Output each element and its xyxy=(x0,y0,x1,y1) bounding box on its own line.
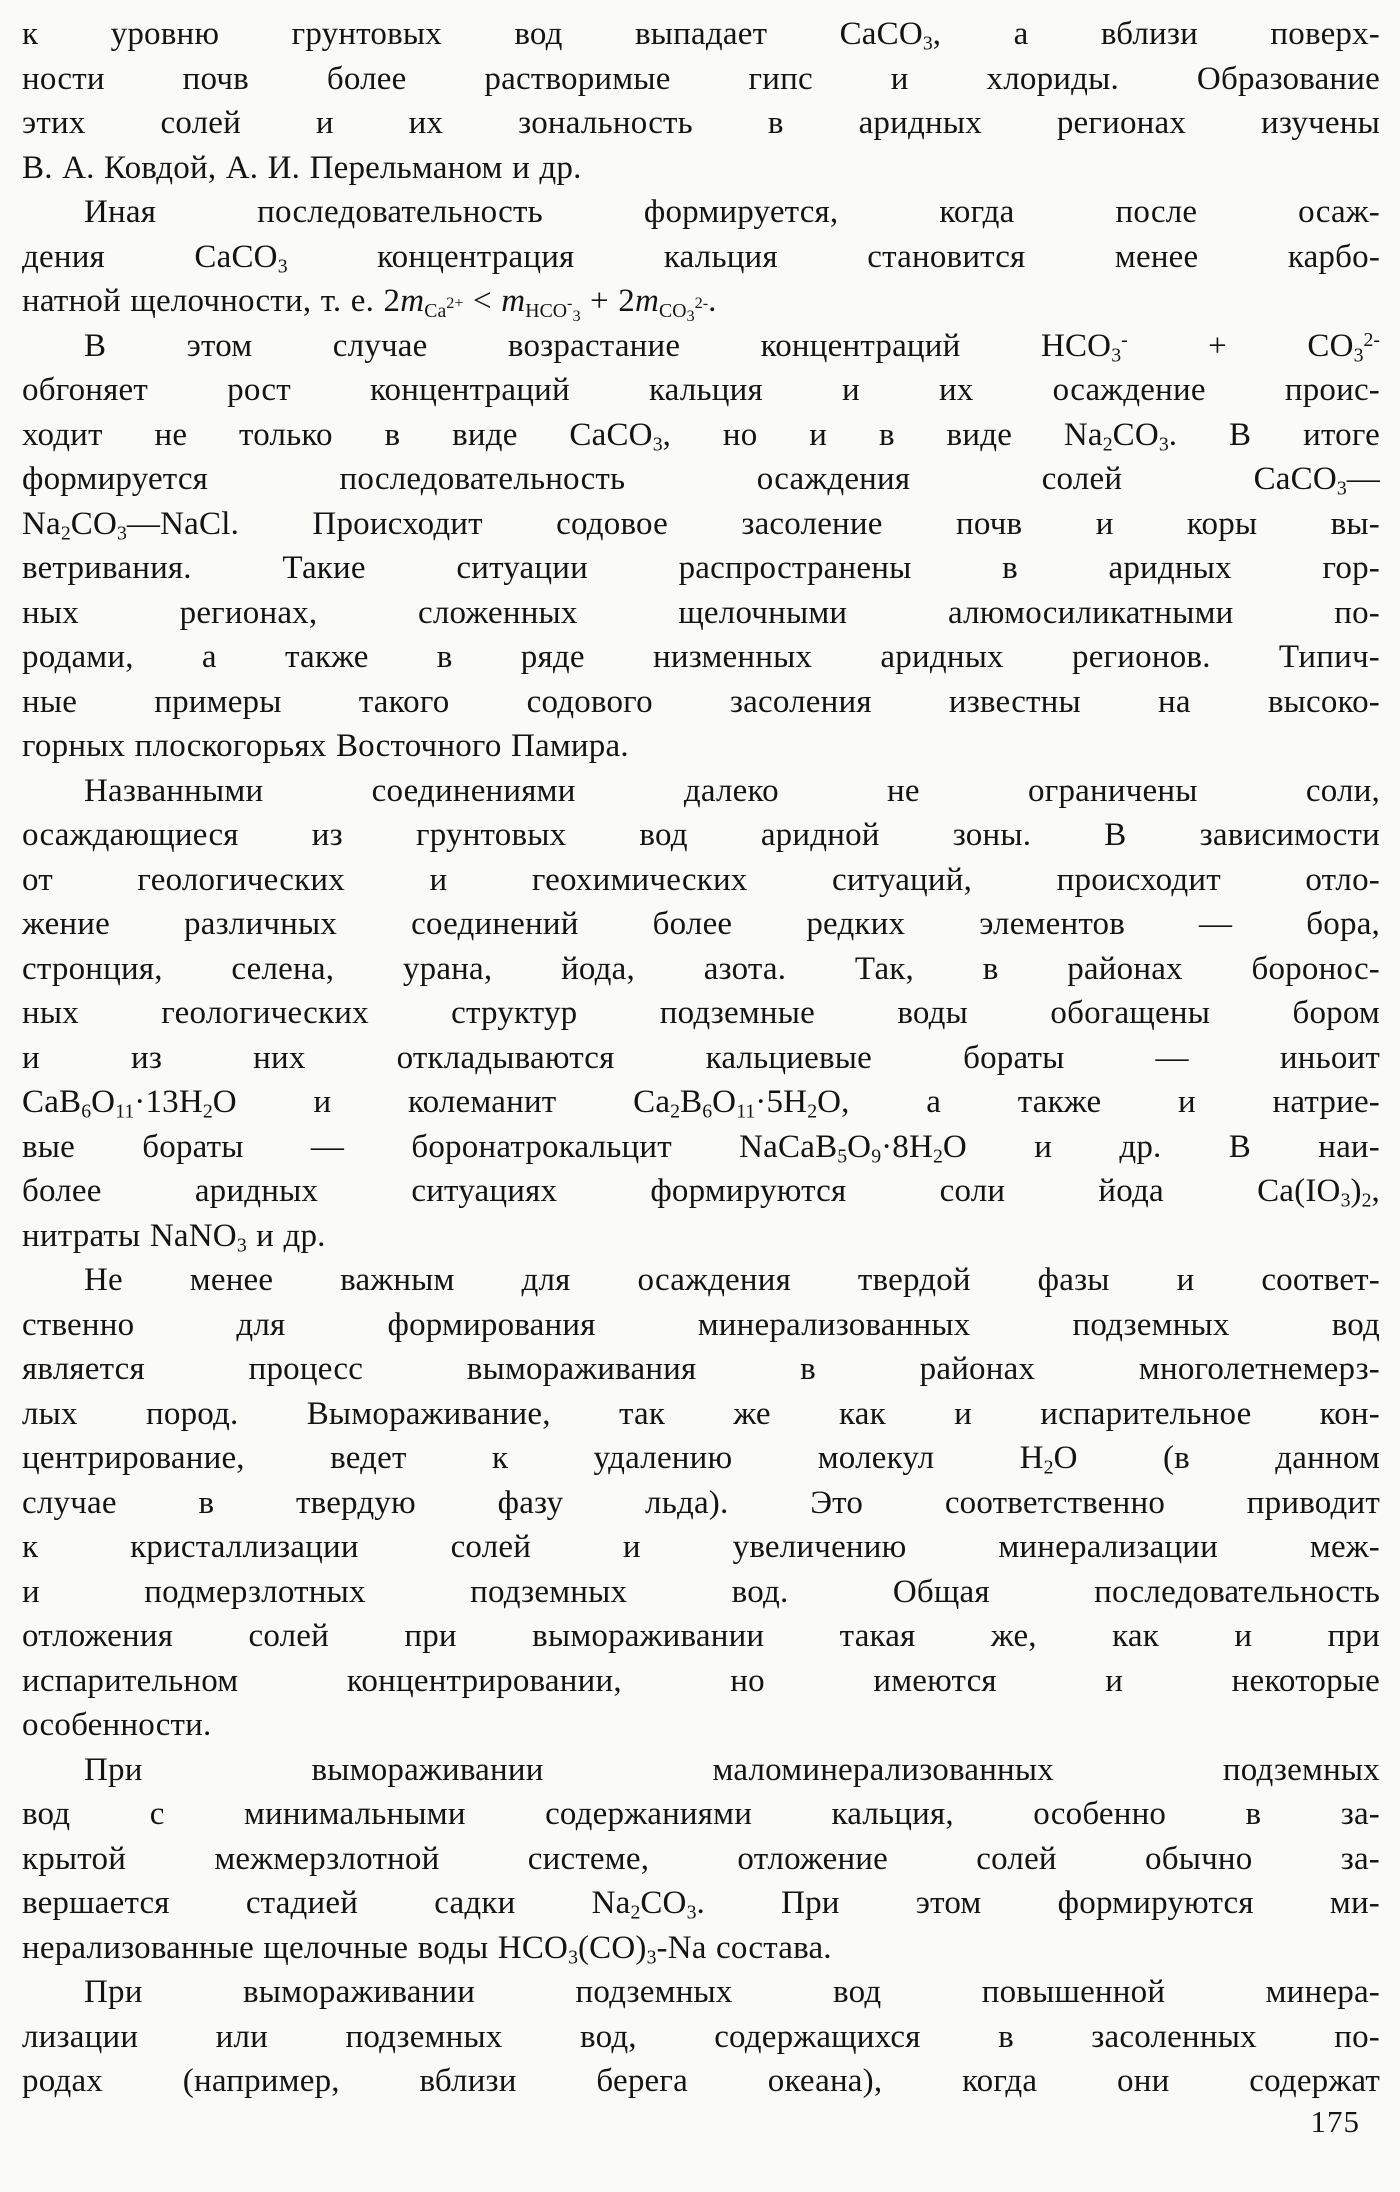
subscript: 5 xyxy=(837,1145,848,1168)
text-line-p5-l3: является процесс вымораживания в районах многолетнемерз- xyxy=(22,1351,1380,1387)
text-line-p6-l2: вод с минимальными содержаниями кальция, особенно в за- xyxy=(22,1796,1380,1832)
text-line-p4-l5: стронция, селена, урана, йода, азота. Так, в районах боронос- xyxy=(22,950,1380,987)
text-line-p5-l8: и подмерзлотных подземных вод. Общая последовательность xyxy=(22,1573,1380,1610)
text-line-p4-l6: ных геологических структур подземные воды обогащены бором xyxy=(22,995,1380,1031)
subscript: Ca2+ xyxy=(424,293,464,322)
text-line-p5-l4: лых пород. Вымораживание, так же как и испарительное кон- xyxy=(22,1395,1380,1432)
text-line-p4-l2: осаждающиеся из грунтовых вод аридной зоны. В зависимости xyxy=(22,817,1380,853)
superscript: - xyxy=(1121,328,1128,351)
subscript: 3 xyxy=(1336,477,1347,500)
text-line-p3-l2: обгоняет рост концентраций кальция и их осаждение проис- xyxy=(22,372,1380,408)
subscript: 2 xyxy=(1102,433,1113,456)
subscript: 2 xyxy=(1361,1189,1372,1212)
text-line-p3-l10: горных плоскогорьях Восточного Памира. xyxy=(22,728,629,764)
subscript: 3 xyxy=(646,1946,657,1969)
text-line-p5-l7: к кристаллизации солей и увеличению минерализации меж- xyxy=(22,1529,1380,1565)
subscript: 2 xyxy=(807,1100,818,1123)
superscript: 2- xyxy=(694,293,709,312)
subscript: 2 xyxy=(630,1901,641,1924)
subscript: 2 xyxy=(1043,1456,1054,1479)
subscript: CO32- xyxy=(659,293,709,325)
text-line-p5-l11: особенности. xyxy=(22,1707,212,1743)
text-line-p3-l7: ных регионах, сложенных щелочными алюмосиликатными по- xyxy=(22,594,1380,631)
superscript: - xyxy=(567,293,573,312)
text-line-p5-l10: испарительном концентрировании, но имеются и некоторые xyxy=(22,1662,1380,1699)
subscript: 6 xyxy=(81,1100,92,1123)
subscript: 2 xyxy=(933,1145,943,1168)
subscript: 3 xyxy=(686,306,695,325)
text-line-p4-l7: и из них откладываются кальциевые бораты — иньоит xyxy=(22,1039,1380,1076)
text-line-p1-l1: к уровню грунтовых вод выпадает CaCO$_3$, а вблизи поверх- xyxy=(22,16,1380,55)
text-line-p5-l6: случае в твердую фазу льда). Это соответственно приводит xyxy=(22,1484,1380,1521)
text-line-p7-l2: лизации или подземных вод, содержащихся в засоленных по- xyxy=(22,2018,1380,2055)
italic-symbol: m xyxy=(400,283,425,319)
text-line-p6-l3: крытой межмерзлотной системе, отложение солей обычно за- xyxy=(22,1840,1380,1877)
text-line-p1-l3: этих солей и их зональность в аридных регионах изучены xyxy=(22,105,1380,141)
text-line-p4-l4: жение различных соединений более редких элементов — бора, xyxy=(22,906,1380,942)
text-line-p2-l3: натной щелочности, т. е. $2m_{Ca^{2+}} < m_{HCO^-_3} + 2m_{CO_3^{2-}}$. xyxy=(22,283,717,325)
subscript: 3 xyxy=(1340,1189,1351,1212)
subscript: 3 xyxy=(117,522,127,545)
subscript: 11 xyxy=(736,1100,756,1123)
subscript: 3 xyxy=(277,255,288,278)
subscript: HCO-3 xyxy=(525,293,581,325)
text-line-p6-l5: нерализованные щелочные воды $HCO_3(CO)_3-Na$ состава. xyxy=(22,1929,832,1969)
text-line-p5-l2: ственно для формирования минерализованных подземных вод xyxy=(22,1306,1380,1343)
subscript: 3 xyxy=(652,433,663,456)
subscript: 3 xyxy=(922,32,933,55)
text-line-p2-l1: Иная последовательность формируется, когда после осаж- xyxy=(84,194,1380,230)
text-line-p3-l9: ные примеры такого содового засоления известны на высоко- xyxy=(22,683,1380,720)
superscript: 2+ xyxy=(446,293,464,312)
text-block xyxy=(22,12,1380,2104)
subscript: 6 xyxy=(702,1100,713,1123)
subscript: 9 xyxy=(871,1145,882,1168)
italic-symbol: m xyxy=(634,283,660,319)
text-line-p4-l10: более аридных ситуациях формируются соли йода $Ca(IO_3)_2$, xyxy=(22,1173,1380,1212)
subscript: 2 xyxy=(202,1100,213,1123)
text-line-p4-l11: нитраты NaNO$_3$ и др. xyxy=(22,1217,326,1257)
text-line-p1-l4: В. А. Ковдой, А. И. Перельманом и др. xyxy=(22,149,582,186)
subscript: 3 xyxy=(686,1901,697,1924)
text-line-p4-l9: вые бораты — боронатрокальцит $NaCaB_5O_9\cdot 8H_2O$ и др. В наи- xyxy=(22,1128,1380,1168)
text-line-p3-l1: В этом случае возрастание концентраций $HCO_3^- + CO_3^{2-}$ xyxy=(84,327,1380,367)
subscript: 3 xyxy=(236,1234,247,1257)
superscript: 2- xyxy=(1363,328,1380,351)
subscript: 3 xyxy=(1158,433,1169,456)
subscript: 2 xyxy=(670,1100,681,1123)
text-line-p7-l3: родах (например, вблизи берега океана), когда они содержат xyxy=(22,2063,1380,2099)
subscript: 3 xyxy=(1353,344,1364,367)
text-line-p3-l3: ходит не только в виде CaCO$_3$, но и в виде $Na_2CO_3$. В итоге xyxy=(22,416,1380,456)
text-line-p5-l1: Не менее важным для осаждения твердой фазы и соответ- xyxy=(84,1262,1380,1298)
text-line-p2-l2: дения CaCO$_3$ концентрация кальция становится менее карбо- xyxy=(22,238,1381,278)
text-line-p6-l4: вершается стадией садки $Na_2CO_3$. При этом формируются ми- xyxy=(22,1885,1380,1924)
text-line-p3-l6: ветривания. Такие ситуации распространены в аридных гор- xyxy=(22,550,1380,586)
page-number: 175 xyxy=(1310,2104,1360,2139)
text-line-p6-l1: При вымораживании маломинерализованных подземных xyxy=(84,1751,1380,1788)
text-line-p1-l2: ности почв более растворимые гипс и хлориды. Образование xyxy=(22,60,1380,97)
text-line-p5-l5: центрирование, ведет к удалению молекул $H_2O$ (в данном xyxy=(22,1440,1380,1479)
subscript: 11 xyxy=(115,1100,135,1123)
subscript: 3 xyxy=(1111,344,1122,367)
text-line-p7-l1: При вымораживании подземных вод повышенной минера- xyxy=(84,1974,1380,2010)
text-line-p4-l3: от геологических и геохимических ситуаций, происходит отло- xyxy=(22,861,1380,898)
subscript: 2 xyxy=(60,522,71,545)
text-line-p4-l8: $CaB_6O_{11}\cdot 13H_2O$ и колеманит $Ca_2B_6O_{11}\cdot 5H_2O$, а также и натрие- xyxy=(22,1084,1380,1123)
text-line-p3-l8: родами, а также в ряде низменных аридных регионов. Типич- xyxy=(22,639,1380,675)
subscript: 3 xyxy=(568,1946,578,1969)
text-line-p3-l5: $Na_2CO_3—NaCl$. Происходит содовое засоление почв и коры вы- xyxy=(22,505,1380,545)
italic-symbol: m xyxy=(501,283,526,319)
text-line-p4-l1: Названными соединениями далеко не ограничены соли, xyxy=(84,772,1380,809)
text-line-p3-l4: формируется последовательность осаждения солей CaCO$_3$— xyxy=(22,461,1380,500)
subscript: 3 xyxy=(572,306,581,325)
text-line-p5-l9: отложения солей при вымораживании такая же, как и при xyxy=(22,1618,1380,1654)
